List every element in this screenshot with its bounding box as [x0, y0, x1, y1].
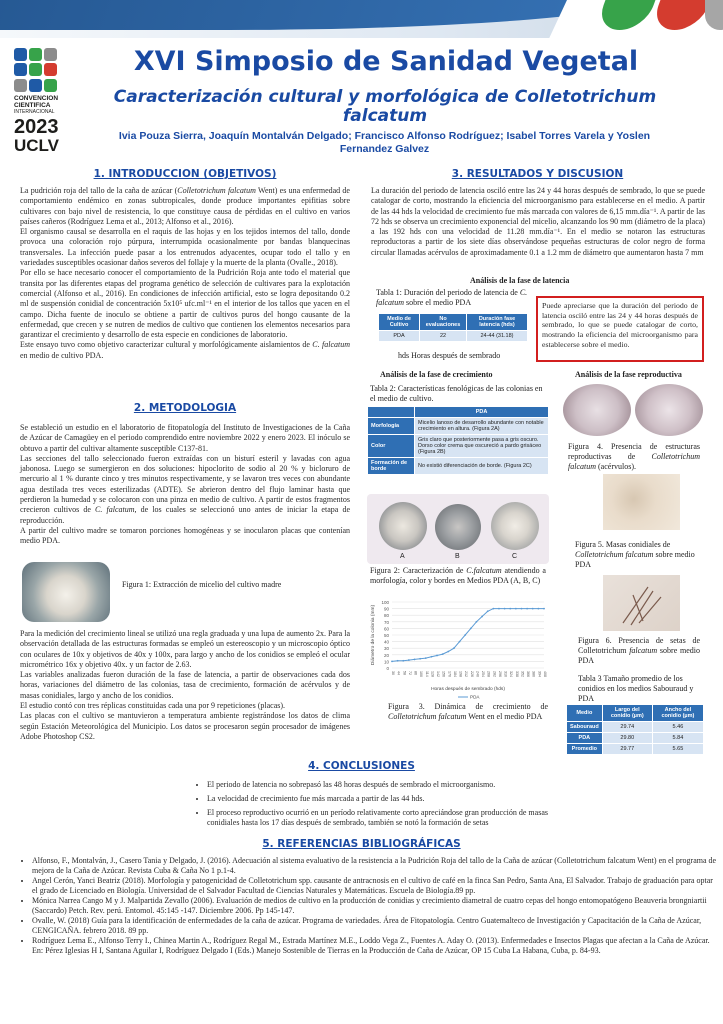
x-tick-label: 352 — [520, 671, 525, 677]
header-banner — [0, 0, 723, 38]
intro-p1-b: Went) es una enfermedad de comportamiento endémico en zonas subtropicales, donde produce importantes epifitias sobre cultivares con bajo nivel de resistencia, lo que constituye causa de pérdidas en el cultivo en varios países cañeros (Rodríguez Lema et al., 2013; Alfonso et al., 2016). — [20, 186, 350, 226]
tabla3-header-row — [567, 705, 704, 722]
logo-square — [14, 63, 27, 76]
poster-authors: Ivia Pouza Sierra, Joaquín Montalván Delgado; Francisco Alfonso Rodríguez; Isabel Torres Varela y Yoslen Fernandez Galvez — [118, 130, 651, 155]
data-point — [397, 660, 399, 662]
fig3-a: Figura 3. Dinámica de crecimiento de — [388, 702, 548, 711]
tabla1-cell: 24-44 (31.18) — [467, 331, 528, 342]
tabla1-cell: 22 — [420, 331, 467, 342]
intro-paragraph-3: Por ello se hace necesario conocer el comportamiento de la Pudrición Roja ante todo el material que transita por las diferentes etapas del programa genético de selección de cultivares para la explotación comercial (Alfonso et al., 2016). En condiciones de infección artificial, esto se logra depositando 0.2 ml de suspensión conidial de concentración 5x10⁵ ufc.ml⁻¹ en el interior de los tallos que yacen en el campo. Dicha fuente de inoculo se obtiene a partir de cultivos puros del hongo causante de la enfermedad, que crecen y se nutren de medios de cultivo que contienen los elementos necesarios para garantizar el crecimiento y desarrollo de esta especie en condiciones de laboratorio. — [20, 268, 350, 340]
tabla3-row-label: PDA — [567, 733, 603, 744]
x-tick-label: 212 — [464, 671, 469, 677]
figure6-photo — [603, 575, 680, 631]
metodo-p2-species: C. falcatum — [95, 505, 135, 515]
intro-p4-species: C. falcatum — [312, 340, 350, 350]
x-tick-label: 366 — [526, 671, 531, 677]
y-tick-label: 0 — [386, 666, 389, 671]
tabla2-caption: Tabla 2: Características fenológicas de las colonias en el medio de cultivo. — [370, 384, 543, 403]
y-tick-label: 70 — [383, 619, 389, 625]
tabla3-cell: 5.46 — [652, 722, 703, 733]
y-axis-label: Diámetro de la colonia (mm) — [371, 604, 376, 666]
intro-paragraph-2: El organismo causal se desarrolla en el raquis de las hojas y en los tejidos internos del tallo, donde provoca una coloración rojo púrpura, interrumpida ocasionalmente por bandas blanquecinas transversales. La infección puede pasar a los entrenudos adyacentes, ocupar todo el tallo y en variedades susceptibles ocasionar daños severos del follaje y la muerte de la planta (Ovalle., 2018). — [20, 227, 350, 268]
tabla3-header-cell: Largo del conidio (µm) — [602, 705, 652, 722]
crecimiento-heading: Análisis de la fase de crecimiento — [380, 370, 493, 379]
tabla3-header-cell: Medio — [567, 705, 603, 722]
tabla3 — [566, 704, 704, 755]
logo-square — [14, 79, 27, 92]
tabla3-cell: 5.65 — [652, 744, 703, 755]
data-point — [436, 655, 438, 657]
logo-square — [29, 63, 42, 76]
data-point — [470, 628, 472, 630]
reproductiva-heading: Análisis de la fase reproductiva — [575, 370, 682, 379]
data-point — [442, 653, 444, 655]
fig2-a: Figura 2: Caracterización de — [370, 566, 467, 575]
fig4-a: Figura 4. Presencia de estructuras reproductivas de — [568, 442, 700, 461]
tabla2-header-cell: PDA — [415, 407, 549, 418]
metodo-paragraph-5: Las variables analizadas fueron duración de la fase de latencia, a partir de observaciones cada dos horas, variaciones del diámetro de las colonias, tasa de crecimiento, formación de acérvulos y de masas conidiales, largo y ancho de los conidios. — [20, 670, 350, 700]
metodo-section-top — [20, 423, 350, 547]
tabla2-row-label: Morfología — [368, 418, 415, 435]
tabla1 — [378, 313, 528, 342]
conclusiones-list — [195, 780, 567, 828]
tabla1-header-cell: Medio de Cultivo — [379, 314, 420, 331]
x-tick-label: 338 — [514, 671, 519, 677]
list-item: • Alfonso, F., Montalván, J., Casero Tania y Delgado, J. (2016). Adecuación al sistema evaluativo de la resistencia a la Pudrición Roja del tallo de la Caña de azúcar (Colletotrichum falcatum Went) en el programa de mejora de la Caña de Azúcar. Revista Cuba & Caña No 1 p.1-4. — [32, 856, 717, 876]
x-tick-label: 156 — [441, 671, 446, 677]
referencias-heading: 5. REFERENCIAS BIBLIOGRÁFICAS — [262, 838, 461, 850]
tabla3-caption: Tabla 3 Tamaño promedio de los conidios en los medios Sabouraud y PDA — [578, 674, 694, 703]
data-point — [391, 661, 393, 663]
tabla1-cell: PDA — [379, 331, 420, 342]
metodo-p2-a: Las secciones del tallo seleccionado fueron extraídas con un bisturí esteril y lavadas con agua jabonosa. Luego se sumergieron en dos soluciones: hipoclorito de sodio al 20 % y bicloruro de mercurio al 1 % durante cinco y tres minutos respectivamente, y se lavaron tres veces con abundante agua destilada tres veces esterilizadas (ADTE). Se abrieron dentro del flujo laminar hasta que perdieron la humedad y se colocaron con una pinza en medio de cultivo. A partir de estos fragmentos crecieron cultivos de — [20, 453, 350, 515]
figure1-caption: Figura 1: Extracción de micelio del cultivo madre — [122, 580, 282, 589]
subtitle-species: Colletotrichum falcatum — [342, 87, 657, 126]
metodo-paragraph-6: El estudio contó con tres réplicas constituidas cada una por 9 repeticiones (placas). — [20, 701, 286, 711]
data-point — [537, 608, 539, 610]
x-tick-label: 142 — [436, 671, 441, 677]
highlight-box — [536, 296, 704, 362]
poster-title: XVI Simposio de Sanidad Vegetal — [133, 46, 639, 77]
figure2-photo — [367, 494, 549, 564]
tabla1-cap-a: Tabla 1: Duración del periodo de latencia de — [376, 288, 520, 297]
fig4-species: Colletotrichum falcatum — [568, 452, 700, 471]
fig3-species: Colletotrichum falcatum — [388, 712, 467, 721]
intro-paragraph-4 — [20, 340, 350, 361]
x-tick-label: 170 — [447, 671, 452, 677]
tabla3-cell: 5.84 — [652, 733, 703, 744]
x-tick-label: 184 — [452, 671, 457, 677]
tabla2-corner-cell — [368, 407, 415, 418]
list-item: • El periodo de latencia no sobrepasó las 48 horas después de sembrado el microorganismo. — [207, 780, 567, 790]
intro-p1-species: Colletotrichum falcatum — [177, 186, 256, 195]
tabla1-header-row — [379, 314, 528, 331]
fig4-b: (acérvulos). — [596, 462, 636, 471]
conclusiones-heading: 4. CONCLUSIONES — [308, 760, 415, 772]
plate-label: A — [400, 553, 405, 560]
table-row — [368, 458, 549, 475]
figure4-caption — [568, 442, 700, 472]
fig6-a: Figura 6. Presencia de setas de Colletotrichum — [578, 636, 700, 655]
data-point — [425, 657, 427, 659]
figure1-photo — [22, 562, 110, 622]
tabla1-cap-b: sobre el medio PDA — [404, 298, 472, 307]
latencia-heading: Análisis de la fase de latencia — [470, 276, 570, 285]
fig2-species: C.falcatum — [466, 566, 502, 575]
y-tick-label: 40 — [383, 639, 389, 645]
x-tick-label: 128 — [430, 671, 435, 677]
x-tick-label: 226 — [469, 671, 474, 677]
x-tick-label: 72 — [407, 671, 412, 675]
figure2-caption — [370, 566, 546, 586]
figure5-photo — [603, 474, 680, 530]
fig3-b: Went en el medio PDA — [466, 712, 543, 721]
tabla1-note: hds Horas después de sembrado — [398, 351, 501, 360]
metodo-paragraph-4: Para la medición del crecimiento lineal se utilizó una regla graduada y una lupa de aumento 2x. Para la observación detallada de las estructuras formadas se empleó un estereoscopio y un microscopio óptico con oculares de 10x y objetivos de 40x y 100x, para largo y ancho de los conidios se empleó el ocular micrométrico 16x y objetivo 40x. y un factor de 2.63. — [20, 629, 350, 669]
table-row — [368, 435, 549, 458]
list-item: • Mónica Narrea Cango M y J. Malpartida Zevallo (2006). Evaluación de medios de cultivo en la producción de conidias y crecimiento diametral de cuatro cepas del hongo entomopatógeno Beauveria brongniartii (Saccardo) Petch. Rev. perú. Entomol. 45:145 -147. Diciembre 2006. Pp 145-147. — [32, 896, 717, 916]
x-tick-label: 380 — [531, 671, 536, 677]
subtitle-text: Caracterización cultural y morfológica de — [113, 87, 515, 107]
tabla2-header-row — [368, 407, 549, 418]
setas-icon — [603, 575, 680, 631]
y-tick-label: 60 — [383, 626, 389, 632]
plate-label: B — [455, 553, 460, 560]
tabla3-row-label: Sabouraud — [567, 722, 603, 733]
x-tick-label: 86 — [413, 671, 418, 675]
list-item: • Ovalle, W. (2018) Guía para la identificación de enfermedades de la caña de azúcar. Programa de variedades. Área de Fitopatología. Centro Guatemalteco de Investigación y Capacitación de la Caña de Azúcar, CENGICAÑA. febrero 2018. 89 pp. — [32, 916, 717, 936]
intro-paragraph-1 — [20, 186, 350, 227]
fig2-b: atendiendo a morfología, color y bordes en Medios PDA (A, B, C) — [370, 566, 546, 585]
logo-org: UCLV — [14, 136, 60, 155]
x-tick-label: 268 — [486, 671, 491, 677]
plate-a-icon — [379, 502, 427, 550]
list-item: • La velocidad de crecimiento fue más marcada a partir de las 44 hds. — [207, 794, 567, 804]
table-row — [567, 733, 704, 744]
intro-p1-a: La pudrición roja del tallo de la caña de azúcar ( — [20, 186, 178, 195]
logo-square — [44, 79, 57, 92]
x-tick-label: 114 — [424, 671, 429, 677]
plate-b-icon — [435, 504, 481, 550]
intro-heading: 1. INTRODUCCION (OBJETIVOS) — [93, 168, 277, 180]
tabla3-row-label: Promedio — [567, 744, 603, 755]
data-point — [509, 608, 511, 610]
event-logo — [14, 48, 86, 154]
x-tick-label: 58 — [402, 671, 407, 675]
data-point — [521, 608, 523, 610]
table-row — [379, 331, 528, 342]
y-tick-label: 90 — [383, 606, 389, 612]
tabla1-header-cell: No evaluaciones — [420, 314, 467, 331]
list-item: • Angel Cerón, Yanci Beatriz (2018). Morfología y patogenicidad de Colletotrichum spp. causante de antracnosis en el cultivo de café en la finca San Pedro, Santa Ana, El Salvador. Trabajo de graduación para optar el grado de Licenciado en Biología. Universidad de el Salvador Facultad de Ciencias Naturales y Matemáticas. Escuela de Biología.89 pp. — [32, 876, 717, 896]
table-row — [567, 744, 704, 755]
table-row — [567, 722, 704, 733]
x-tick-label: 44 — [396, 671, 401, 675]
list-item: • Rodríguez Lema E., Alfonso Terry I., Chinea Martin A., Rodríguez Regal M., Estrada Martínez M.E., Loddo Vega Z., Fuentes A. Aday O. (2013). Enfermedades e Insectos Plagas que afectan a la Caña de Azúcar. En: Pérez Iglesias H I, Santana Aguilar I, Rodríguez Delgado I (Eds.) Manejo Sostenible de Tierras en la Producción de Caña de Azúcar, OP 15 Cuba La Habana, Cuba, p. 84-93. — [32, 936, 717, 956]
logo-square — [44, 63, 57, 76]
y-tick-label: 30 — [383, 646, 389, 652]
fig5-species: Colletotrichum falcatum — [575, 550, 654, 559]
metodo-section-bottom — [20, 629, 350, 742]
y-tick-label: 80 — [383, 613, 389, 619]
growth-chart — [366, 596, 550, 700]
tabla2-cell: Gris claro que posteriormente pasa a gris oscuro. Dorso color crema que oscureció a pardo grisáceo (Figura 2B) — [415, 435, 549, 458]
data-point — [498, 608, 500, 610]
x-tick-label: 240 — [475, 671, 480, 677]
tabla2-row-label: Formación de borde — [368, 458, 415, 475]
tabla2-cell: No existió diferenciación de borde. (Figura 2C) — [415, 458, 549, 475]
highlight-text: Puede apreciarse que la duración del periodo de latencia osciló entre las 24 y 44 horas después de sembrado, lo que se puede catalogar de corto, mostrando la eficiencia del microorganismo para establecerse sobre el medio. — [542, 301, 698, 349]
data-point — [504, 608, 506, 610]
y-tick-label: 20 — [383, 652, 389, 658]
fig6-species: falcatum — [629, 646, 658, 655]
intro-p4-b: en medio de cultivo PDA. — [20, 350, 104, 360]
poster-subtitle — [105, 88, 665, 126]
x-tick-label: 100 — [419, 671, 424, 677]
logo-line1: CONVENCION — [14, 95, 59, 102]
x-tick-label: 254 — [481, 671, 486, 677]
tabla1-cap-species: C. falcatum — [376, 288, 528, 307]
logo-square — [29, 48, 42, 61]
logo-line2: CIENTIFICA — [14, 102, 51, 109]
tabla3-cell: 29.80 — [602, 733, 652, 744]
results-heading: 3. RESULTADOS Y DISCUSION — [451, 168, 624, 180]
tabla3-cell: 29.77 — [602, 744, 652, 755]
logo-square — [14, 48, 27, 61]
data-point — [526, 608, 528, 610]
data-point — [487, 610, 489, 612]
x-tick-label: 408 — [543, 671, 547, 677]
tabla1-header-cell: Duración fase latencia (hds) — [467, 314, 528, 331]
logo-square — [44, 48, 57, 61]
figure5-caption — [575, 540, 705, 570]
metodo-paragraph-7: Las placas con el cultivo se mantuvieron a temperatura ambiente registrándose los datos de clima según Estación Meteorológica del Municipio. Los datos se procesaron según procesador de imágenes Adobe Photoshop CS2. — [20, 711, 350, 741]
y-tick-label: 10 — [383, 659, 389, 665]
data-point — [408, 659, 410, 661]
tabla2-cell: Micelio lanoso de desarrollo abundante con notable crecimiento en altura. (Figura 2A) — [415, 418, 549, 435]
legend-label: PDA — [470, 694, 480, 700]
data-point — [453, 647, 455, 649]
x-tick-label: 30 — [391, 671, 395, 675]
data-point — [492, 608, 494, 610]
metodo-heading: 2. METODOLOGIA — [133, 402, 237, 414]
x-tick-label: 310 — [503, 671, 508, 677]
metodo-p2-b: , de los cuales se seleccionó uno antes de iniciar la etapa de reproducción. — [20, 505, 350, 525]
fig5-b: sobre medio PDA — [575, 550, 695, 569]
table-row — [368, 418, 549, 435]
x-axis-label: Horas después de sembrado (hds) — [431, 687, 505, 692]
data-point — [543, 608, 545, 610]
data-point — [419, 658, 421, 660]
data-point — [481, 616, 483, 618]
data-point — [515, 608, 517, 610]
intro-section — [20, 186, 350, 361]
data-point — [532, 608, 534, 610]
data-point — [476, 621, 478, 623]
plate-label: C — [512, 553, 518, 560]
fig5-a: Figura 5. Masas conidiales de — [575, 540, 671, 549]
y-tick-label: 50 — [383, 633, 389, 638]
metodo-paragraph-3: A partir del cultivo madre se tomaron porciones homogéneas y se inocularon placas que contenían medio PDA. — [20, 525, 350, 546]
data-point — [431, 656, 433, 658]
x-tick-label: 198 — [458, 671, 463, 677]
data-point — [464, 634, 466, 636]
x-tick-label: 282 — [492, 671, 497, 677]
intro-p4-a: Este ensayo tuvo como objetivo caracterizar cultural y morfológicamente aislamientos de — [20, 340, 313, 350]
tabla2-row-label: Color — [368, 435, 415, 458]
logo-year: 2023 — [14, 116, 59, 138]
plate-c-icon — [491, 502, 539, 550]
plate-acervulos-icon — [635, 384, 703, 436]
logo-line3: INTERNACIONAL — [14, 109, 55, 115]
metodo-paragraph-2 — [20, 454, 350, 526]
tabla3-cell: 29.74 — [602, 722, 652, 733]
figure6-caption — [578, 636, 700, 666]
metodo-paragraph-1: Se estableció un estudio en el laboratorio de fitopatología del Instituto de Investigaciones de la Caña de Azúcar de Camagüey en el periodo comprendido entre noviembre 2022 y enero 2023. El inóculo se obtuvo a partir del cultivar altamente susceptible C137-81. — [20, 423, 350, 453]
data-point — [402, 660, 404, 662]
tabla2 — [367, 406, 549, 475]
logo-mark-icon — [14, 48, 58, 92]
tabla3-header-cell: Ancho del conidio (µm) — [652, 705, 703, 722]
tabla1-caption — [376, 288, 531, 308]
results-paragraph: La duración del periodo de latencia osciló entre las 24 y 44 horas después de sembrado, lo que se puede catalogar de corto, mostrando la eficiencia del microorganismo para establecerse en el medio. A partir de las 44 hds la velocidad de crecimiento fue más marcada con valores de 6,15 mm.día⁻¹. A partir de las 72 hds se observa un crecimiento exponencial del micelio, alcanzando los 90 mm (diámetro de la placa) a las 192 hds con una velocidad de 11.28 mm.día⁻¹. En el medio se notaron las estructuras reproductoras a partir de los siete días observándose pequeñas estructuras de color negro de forma circular llamadas acérvulos de aproximadamente 0.1 a 1.2 mm de diámetro que aumentaron hasta 7 mm — [371, 186, 705, 257]
list-item: • El proceso reproductivo ocurrió en un período relativamente corto apreciándose gran producción de masas conidiales hasta los 17 días después de sembrado, también se notó la formación de setas — [207, 808, 567, 828]
y-tick-label: 100 — [381, 600, 389, 605]
x-tick-label: 296 — [497, 671, 502, 677]
data-point — [414, 659, 416, 661]
referencias-list — [20, 856, 717, 956]
figure3-caption — [388, 702, 548, 722]
x-tick-label: 394 — [537, 671, 542, 677]
x-tick-label: 324 — [509, 671, 514, 677]
plate-acervulos-icon — [563, 384, 631, 436]
logo-square — [29, 79, 42, 92]
figure4-photo — [563, 384, 703, 436]
fig6-b: sobre medio PDA — [578, 646, 701, 665]
data-point — [459, 641, 461, 643]
data-point — [447, 651, 449, 653]
